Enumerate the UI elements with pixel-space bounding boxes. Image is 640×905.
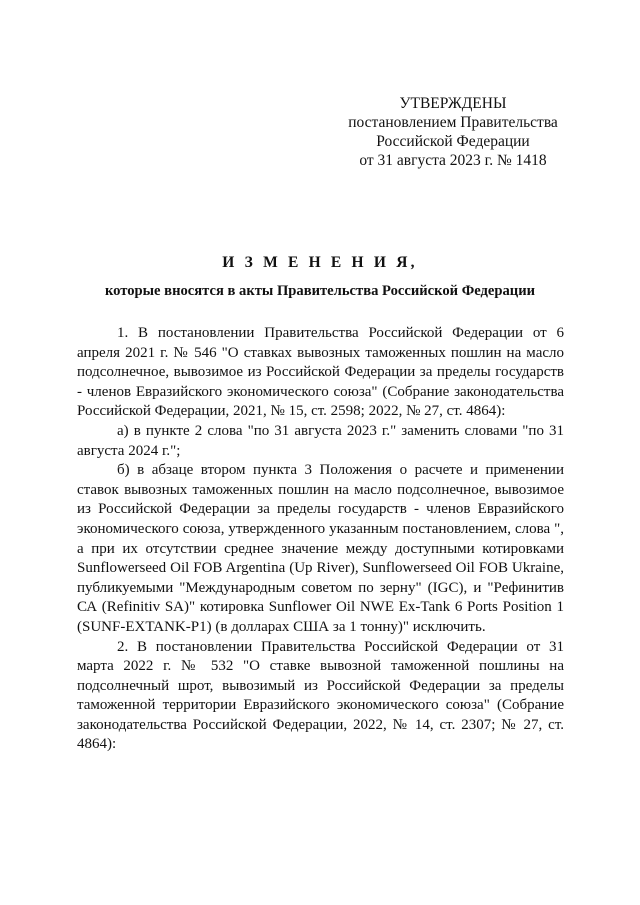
paragraph-1b: б) в абзаце втором пункта 3 Положения о расчете и применении ставок вывозных таможенных пошлин на масло подсолнечное, вывозимое из Российской Федерации за пределы государств - членов Евразийского экономического союза, утвержденного указанным постановлением, слова ", а при их отсутствии среднее значение между доступными котировками Sunflowerseed Oil FOB Argentina (Up River), Sunflowerseed Oil FOB Ukraine, публикуемыми "Международным советом по зерну" (IGC), и "Рефинитив СА (Refinitiv SA)" котировка Sunflower Oil NWE Ex-Tank 6 Ports Position 1 (SUNF-EXTANK-P1) (в долларах США за 1 тонну)" исключить. [77,462,564,635]
approval-line-resolution: постановлением Правительства [348,114,558,131]
paragraph-2: 2. В постановлении Правительства Российской Федерации от 31 марта 2022 г. № 532 "О ставке вывозной таможенной пошлины на подсолнечный шрот, вывозимый из Российской Федерации за пределы таможенной территории Евразийского экономического союза" (Собрание законодательства Российской Федерации, 2022, № 14, ст. 2307; № 27, ст. 4864): [77,638,564,753]
approval-line-date-number: от 31 августа 2023 г. № 1418 [359,152,547,169]
paragraph-1a: а) в пункте 2 слова "по 31 августа 2023 г." заменить словами "по 31 августа 2024 г."; [77,422,564,459]
document-title: И З М Е Н Е Н И Я, [222,254,418,271]
document-subtitle: которые вносятся в акты Правительства Российской Федерации [104,283,536,299]
approval-line-country: Российской Федерации [376,133,530,150]
approval-heading: УТВЕРЖДЕНЫ [399,95,507,112]
document-body [77,324,564,755]
paragraph-1: 1. В постановлении Правительства Российской Федерации от 6 апреля 2021 г. № 546 "О ставках вывозных таможенных пошлин на масло подсолнечное, вывозимое из Российской Федерации за пределы государств - членов Евразийского экономического союза" (Собрание законодательства Российской Федерации, 2021, № 15, ст. 2598; 2022, № 27, ст. 4864): [77,325,564,420]
approval-stamp [340,94,566,170]
